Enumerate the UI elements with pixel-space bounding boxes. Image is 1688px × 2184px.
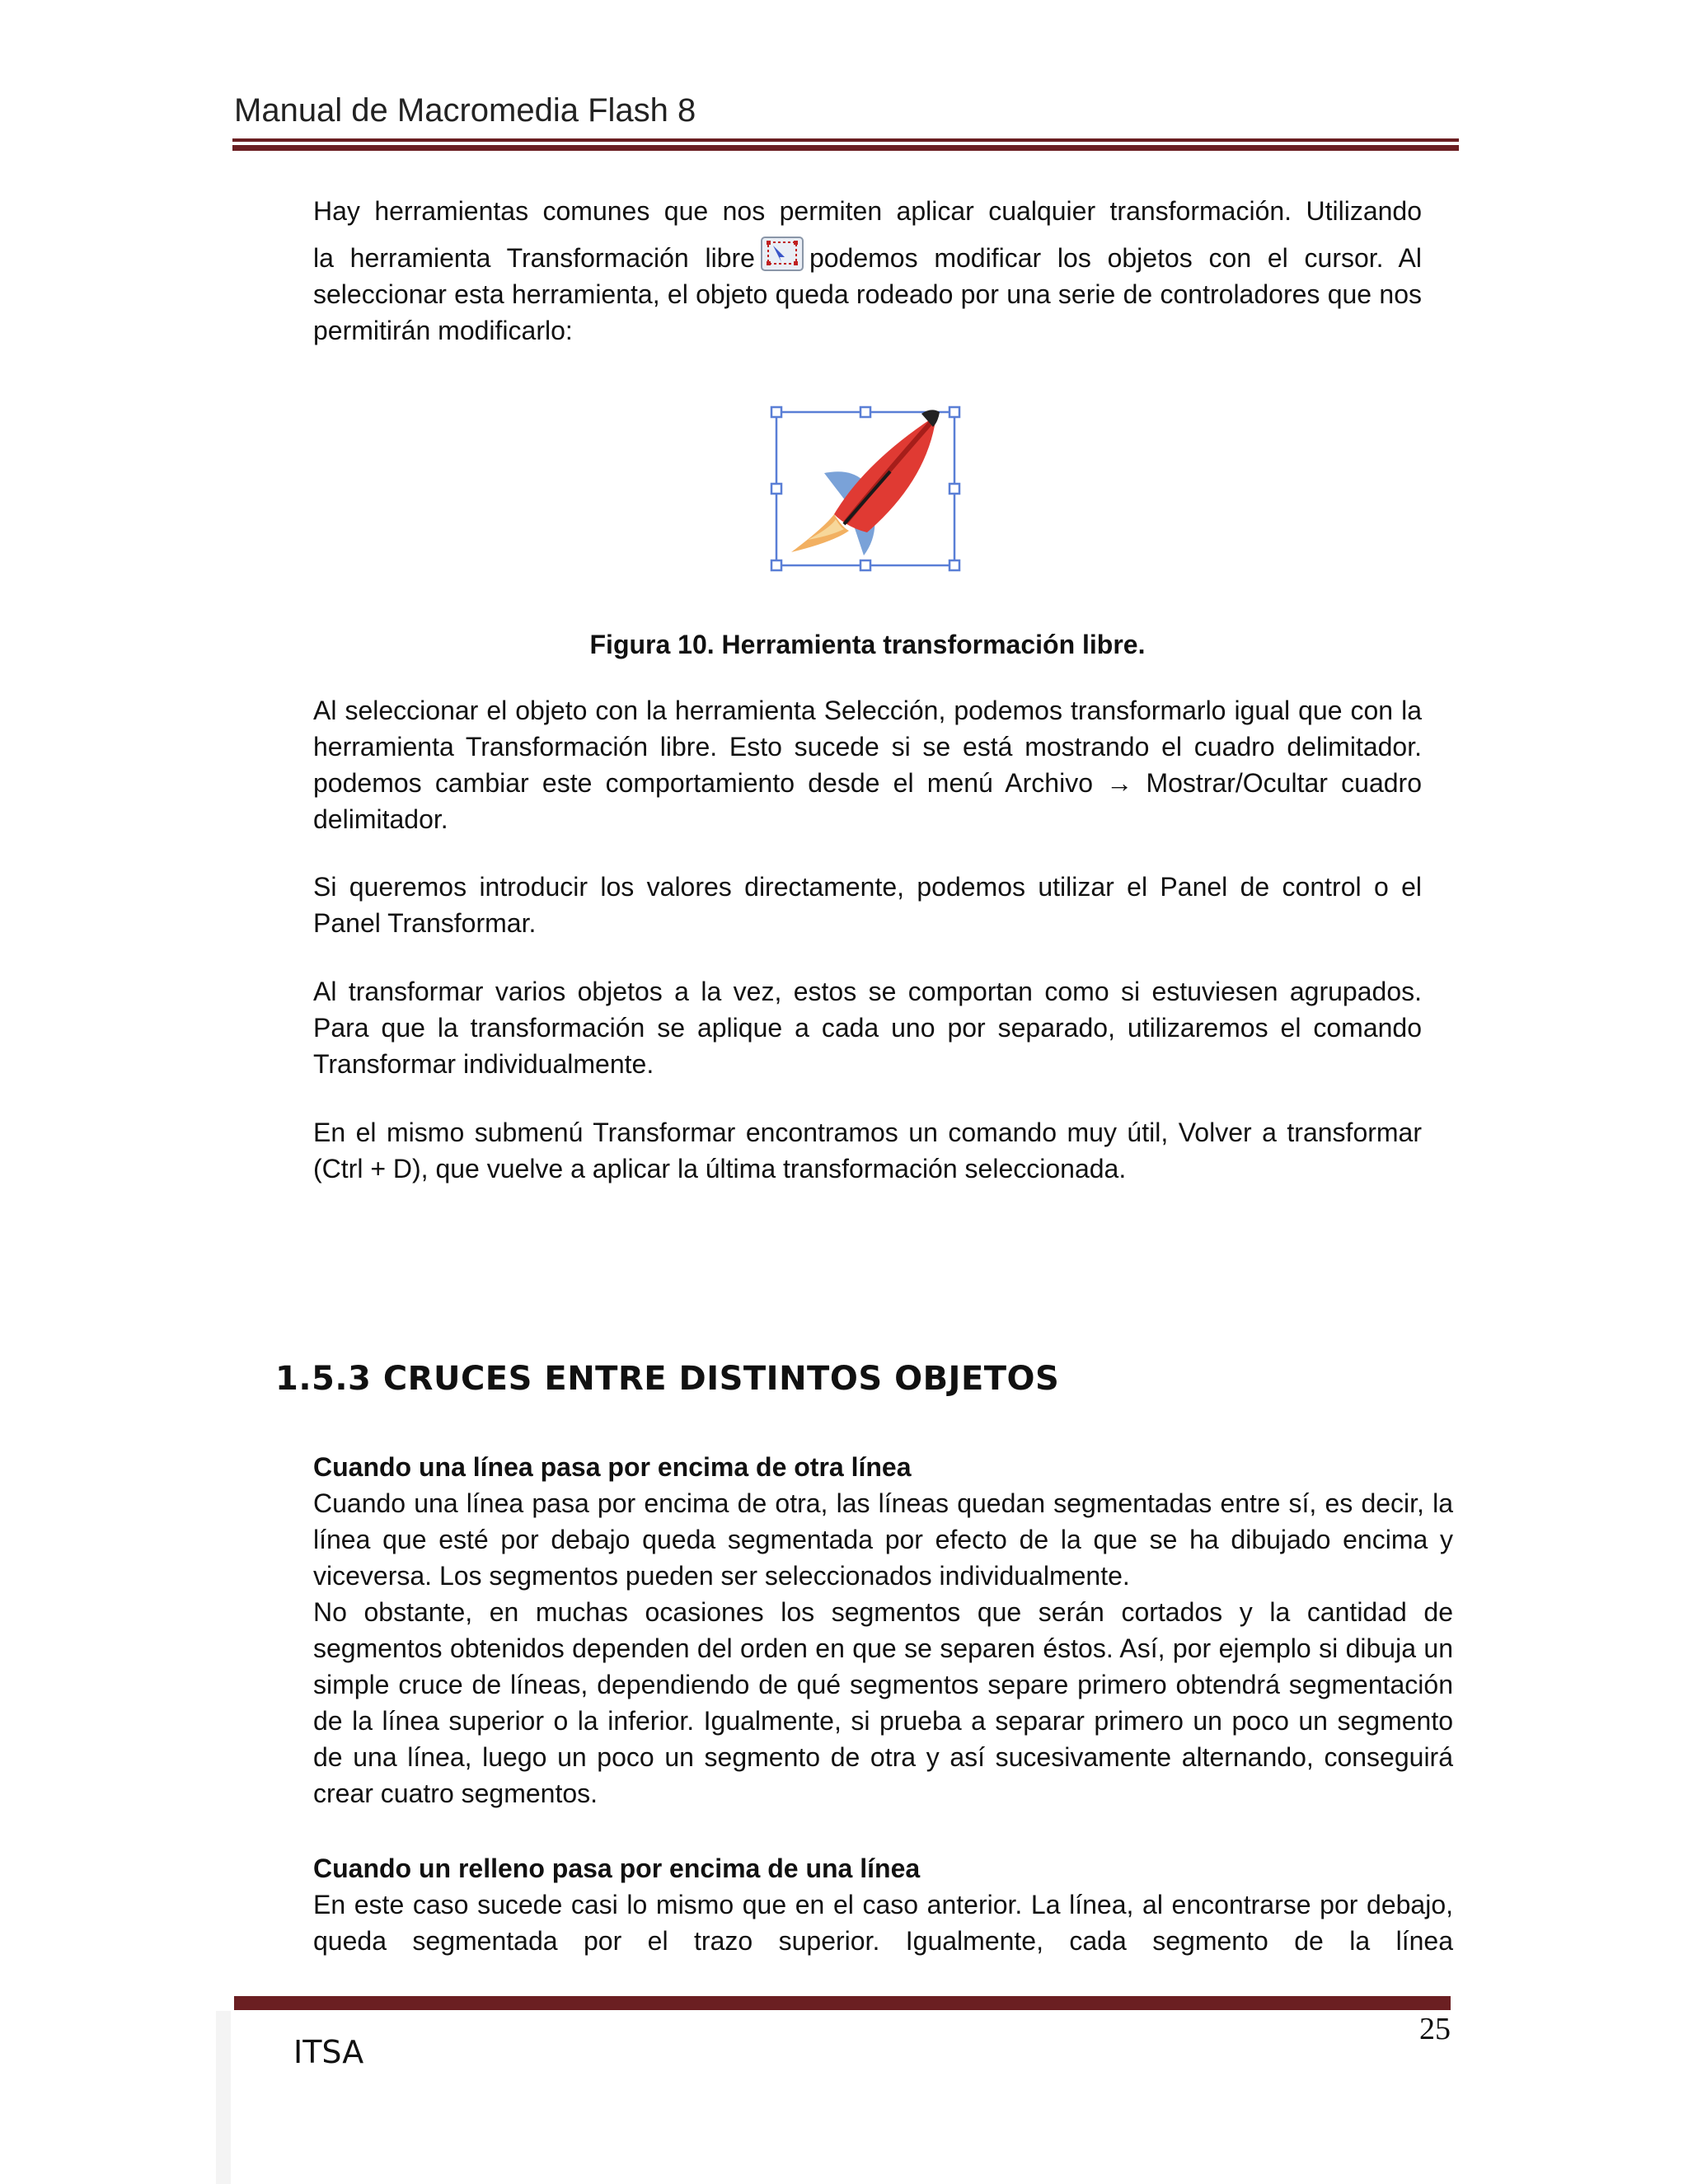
free-transform-tool-icon (760, 236, 804, 272)
intro-after-icon: podemos modificar los objetos con el cursor. Al seleccionar esta herramienta, el objeto queda rodeado por una serie de controladores que nos permitirán modificarlo: (313, 243, 1423, 345)
running-header-title: Manual de Macromedia Flash 8 (234, 92, 696, 129)
header-rule-thick (232, 145, 1459, 151)
section-heading: 1.5.3 CRUCES ENTRE DISTINTOS OBJETOS (275, 1360, 1060, 1398)
subsection-title: Cuando una línea pasa por encima de otra línea (313, 1452, 912, 1482)
intro-paragraph (313, 193, 1422, 349)
subsection-paragraph: En este caso sucede casi lo mismo que en el caso anterior. La línea, al encontrarse por debajo, queda segmentada por el trazo superior. Igualmente, cada segmento de la línea (313, 1890, 1453, 1956)
subsection-linea-linea (313, 1449, 1453, 1811)
rocket-figure (767, 404, 964, 574)
paragraph-seleccion: Al seleccionar el objeto con la herramienta Selección, podemos transformarlo igual que con la herramienta Transformación libre. Esto sucede si se está mostrando el cuadro delimitador. podemos cambiar este comportamiento desde el menú Archivo → Mostrar/Ocultar cuadro delimitador. (313, 696, 1422, 834)
figure-caption: Figura 10. Herramienta transformación libre. (589, 630, 1146, 659)
intro-rest (313, 236, 1422, 349)
footer-label: ITSA (293, 2034, 364, 2070)
paragraph-valores: Si queremos introducir los valores directamente, podemos utilizar el Panel de control o el Panel Transformar. (313, 872, 1422, 938)
subsection-paragraph: No obstante, en muchas ocasiones los segmentos que serán cortados y la cantidad de segmentos obtenidos dependen del orden en que se separen éstos. Así, por ejemplo si dibuja un simple cruce de líneas, dependiendo de qué segmentos separe primero obtendrá segmentación de la línea superior o la inferior. Igualmente, si prueba a separar primero un poco un segmento de una línea, luego un poco un segmento de otra y así sucesivamente alternando, conseguirá crear cuatro segmentos. (313, 1597, 1453, 1808)
subsection-title: Cuando un relleno pasa por encima de una línea (313, 1854, 921, 1883)
footer-rule (234, 1996, 1451, 2010)
intro-before-icon: la herramienta Transformación libre (313, 243, 755, 273)
paragraph-volver-transformar: En el mismo submenú Transformar encontramos un comando muy útil, Volver a transformar (Ctrl + D), que vuelve a aplicar la última transformación seleccionada. (313, 1118, 1422, 1183)
paragraph-varios-objetos: Al transformar varios objetos a la vez, estos se comportan como si estuviesen agrupados. Para que la transformación se aplique a cada uno por separado, utilizaremos el comando Transformar individualmente. (313, 977, 1422, 1079)
footer-shade (216, 2011, 231, 2184)
intro-line-1: Hay herramientas comunes que nos permiten aplicar cualquier transformación. Utilizando (313, 196, 1422, 226)
header-rule-thin (232, 138, 1459, 142)
page-number: 25 (1419, 2012, 1451, 2046)
subsection-paragraph: Cuando una línea pasa por encima de otra, las líneas quedan segmentadas entre sí, es decir, la línea que esté por debajo queda segmentada por efecto de la que se ha dibujado encima y viceversa. Los segmentos pueden ser seleccionados individualmente. (313, 1488, 1453, 1591)
subsection-relleno-linea (313, 1850, 1453, 1959)
